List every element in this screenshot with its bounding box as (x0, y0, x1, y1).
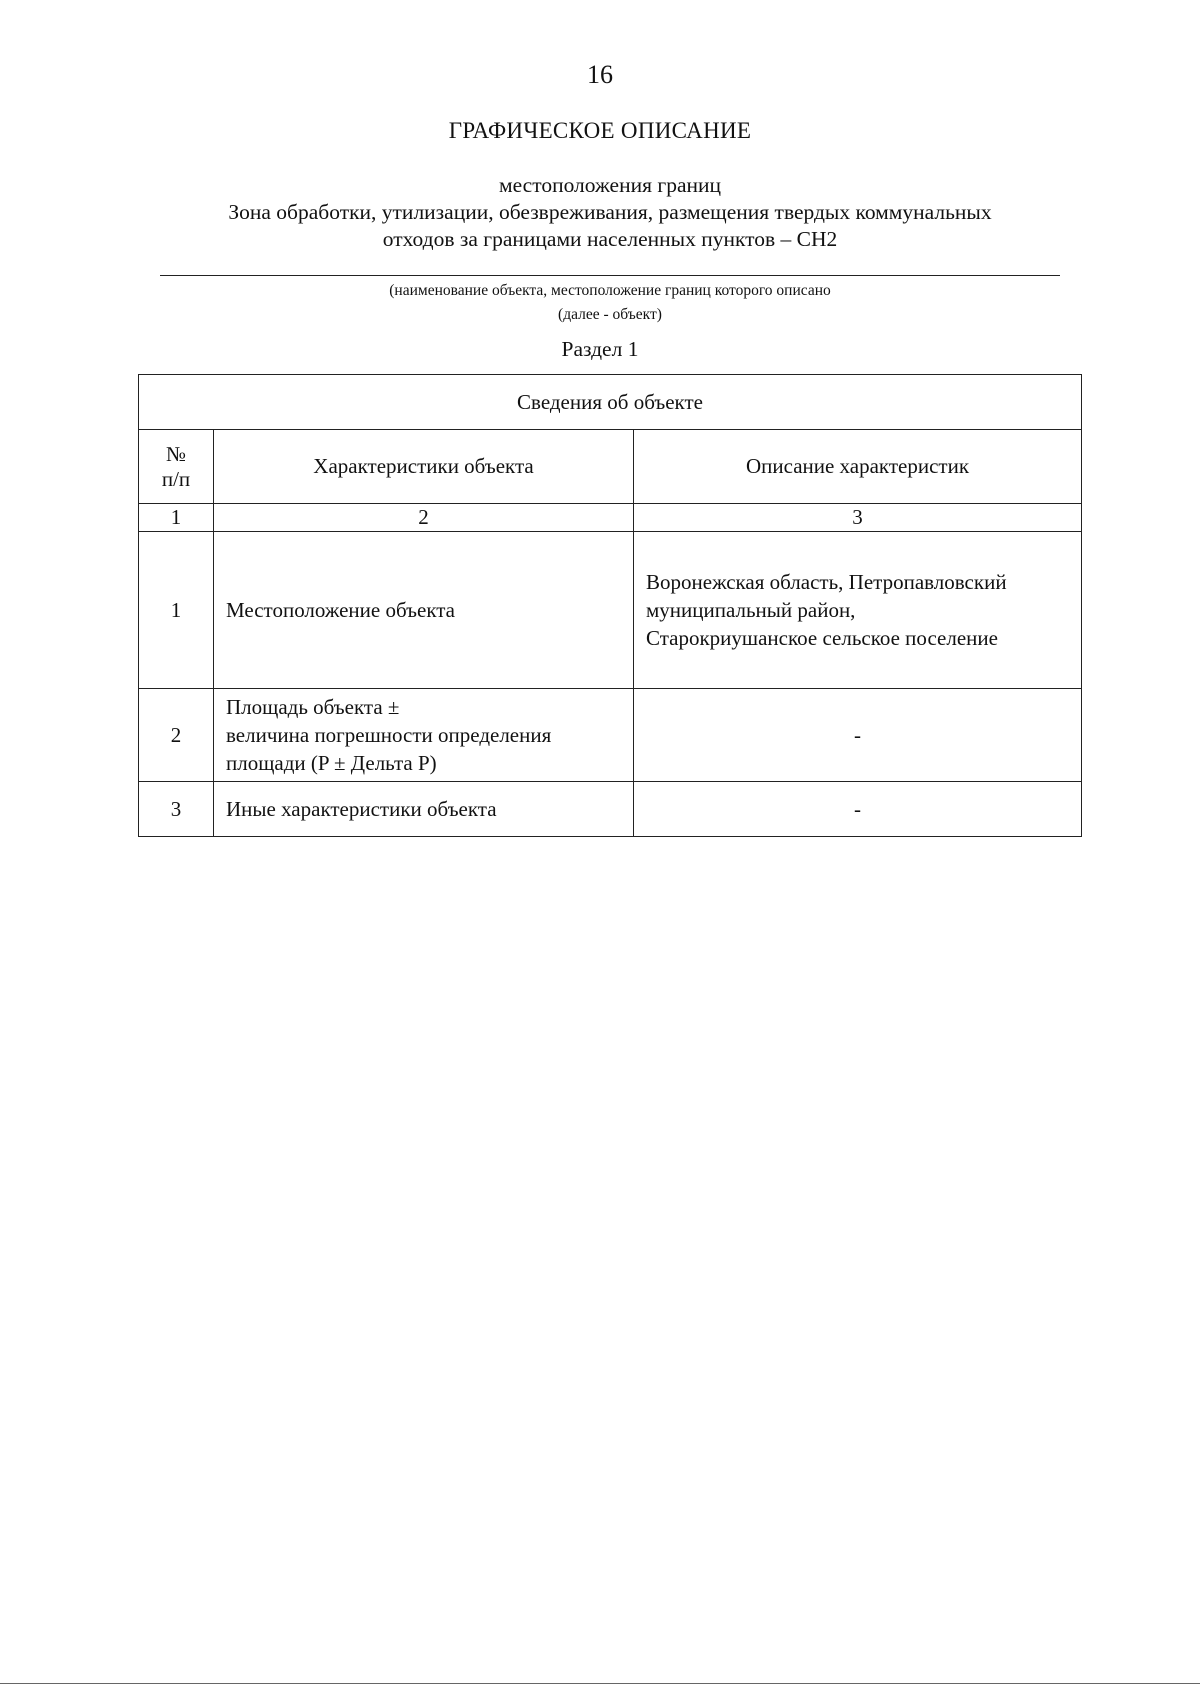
row-characteristic (214, 689, 634, 782)
row-description-line: муниципальный район, (646, 598, 856, 622)
header-description: Описание характеристик (634, 430, 1082, 504)
row-number: 2 (139, 689, 214, 782)
object-underline (160, 275, 1060, 276)
scan-edge-line (0, 1683, 1200, 1684)
row-number: 3 (139, 782, 214, 837)
table-row (139, 532, 1082, 689)
row-description: - (634, 782, 1082, 837)
row-description-line: Старокриушанское сельское поселение (646, 626, 998, 650)
column-number-2: 2 (214, 504, 634, 532)
object-info-table (138, 374, 1082, 837)
header-number-abbr: п/п (161, 466, 191, 491)
header-number (139, 430, 214, 504)
caption-line-2: (далее - объект) (558, 306, 662, 323)
object-caption (160, 279, 1060, 327)
document-title: ГРАФИЧЕСКОЕ ОПИСАНИЕ (448, 118, 752, 143)
caption-line-1: (наименование объекта, местоположение границ которого описано (389, 282, 831, 299)
object-line-3: отходов за границами населенных пунктов – СН2 (382, 227, 838, 251)
row-characteristic-line: Местоположение объекта (226, 598, 456, 622)
table-row (139, 689, 1082, 782)
section-title: Раздел 1 (561, 337, 639, 361)
row-characteristic-line: площади (P ± Дельта P) (226, 751, 437, 775)
column-number-3: 3 (634, 504, 1082, 532)
column-number-1: 1 (139, 504, 214, 532)
table-title: Сведения об объекте (139, 375, 1082, 430)
row-description (634, 532, 1082, 689)
row-characteristic (214, 532, 634, 689)
header-characteristics: Характеристики объекта (214, 430, 634, 504)
object-name-block (160, 172, 1060, 253)
row-characteristic-line: величина погрешности определения (226, 723, 552, 747)
row-characteristic (214, 782, 634, 837)
row-number: 1 (139, 532, 214, 689)
table-row (139, 782, 1082, 837)
object-line-2: Зона обработки, утилизации, обезвреживания, размещения твердых коммунальных (228, 200, 992, 224)
row-description: - (634, 689, 1082, 782)
row-characteristic-line: Площадь объекта ± (226, 695, 400, 719)
header-number-sign: № (165, 441, 187, 466)
row-characteristic-line: Иные характеристики объекта (226, 797, 497, 821)
row-description-line: Воронежская область, Петропавловский (646, 570, 1007, 594)
page-number: 16 (587, 60, 613, 89)
object-line-1: местоположения границ (498, 173, 722, 197)
